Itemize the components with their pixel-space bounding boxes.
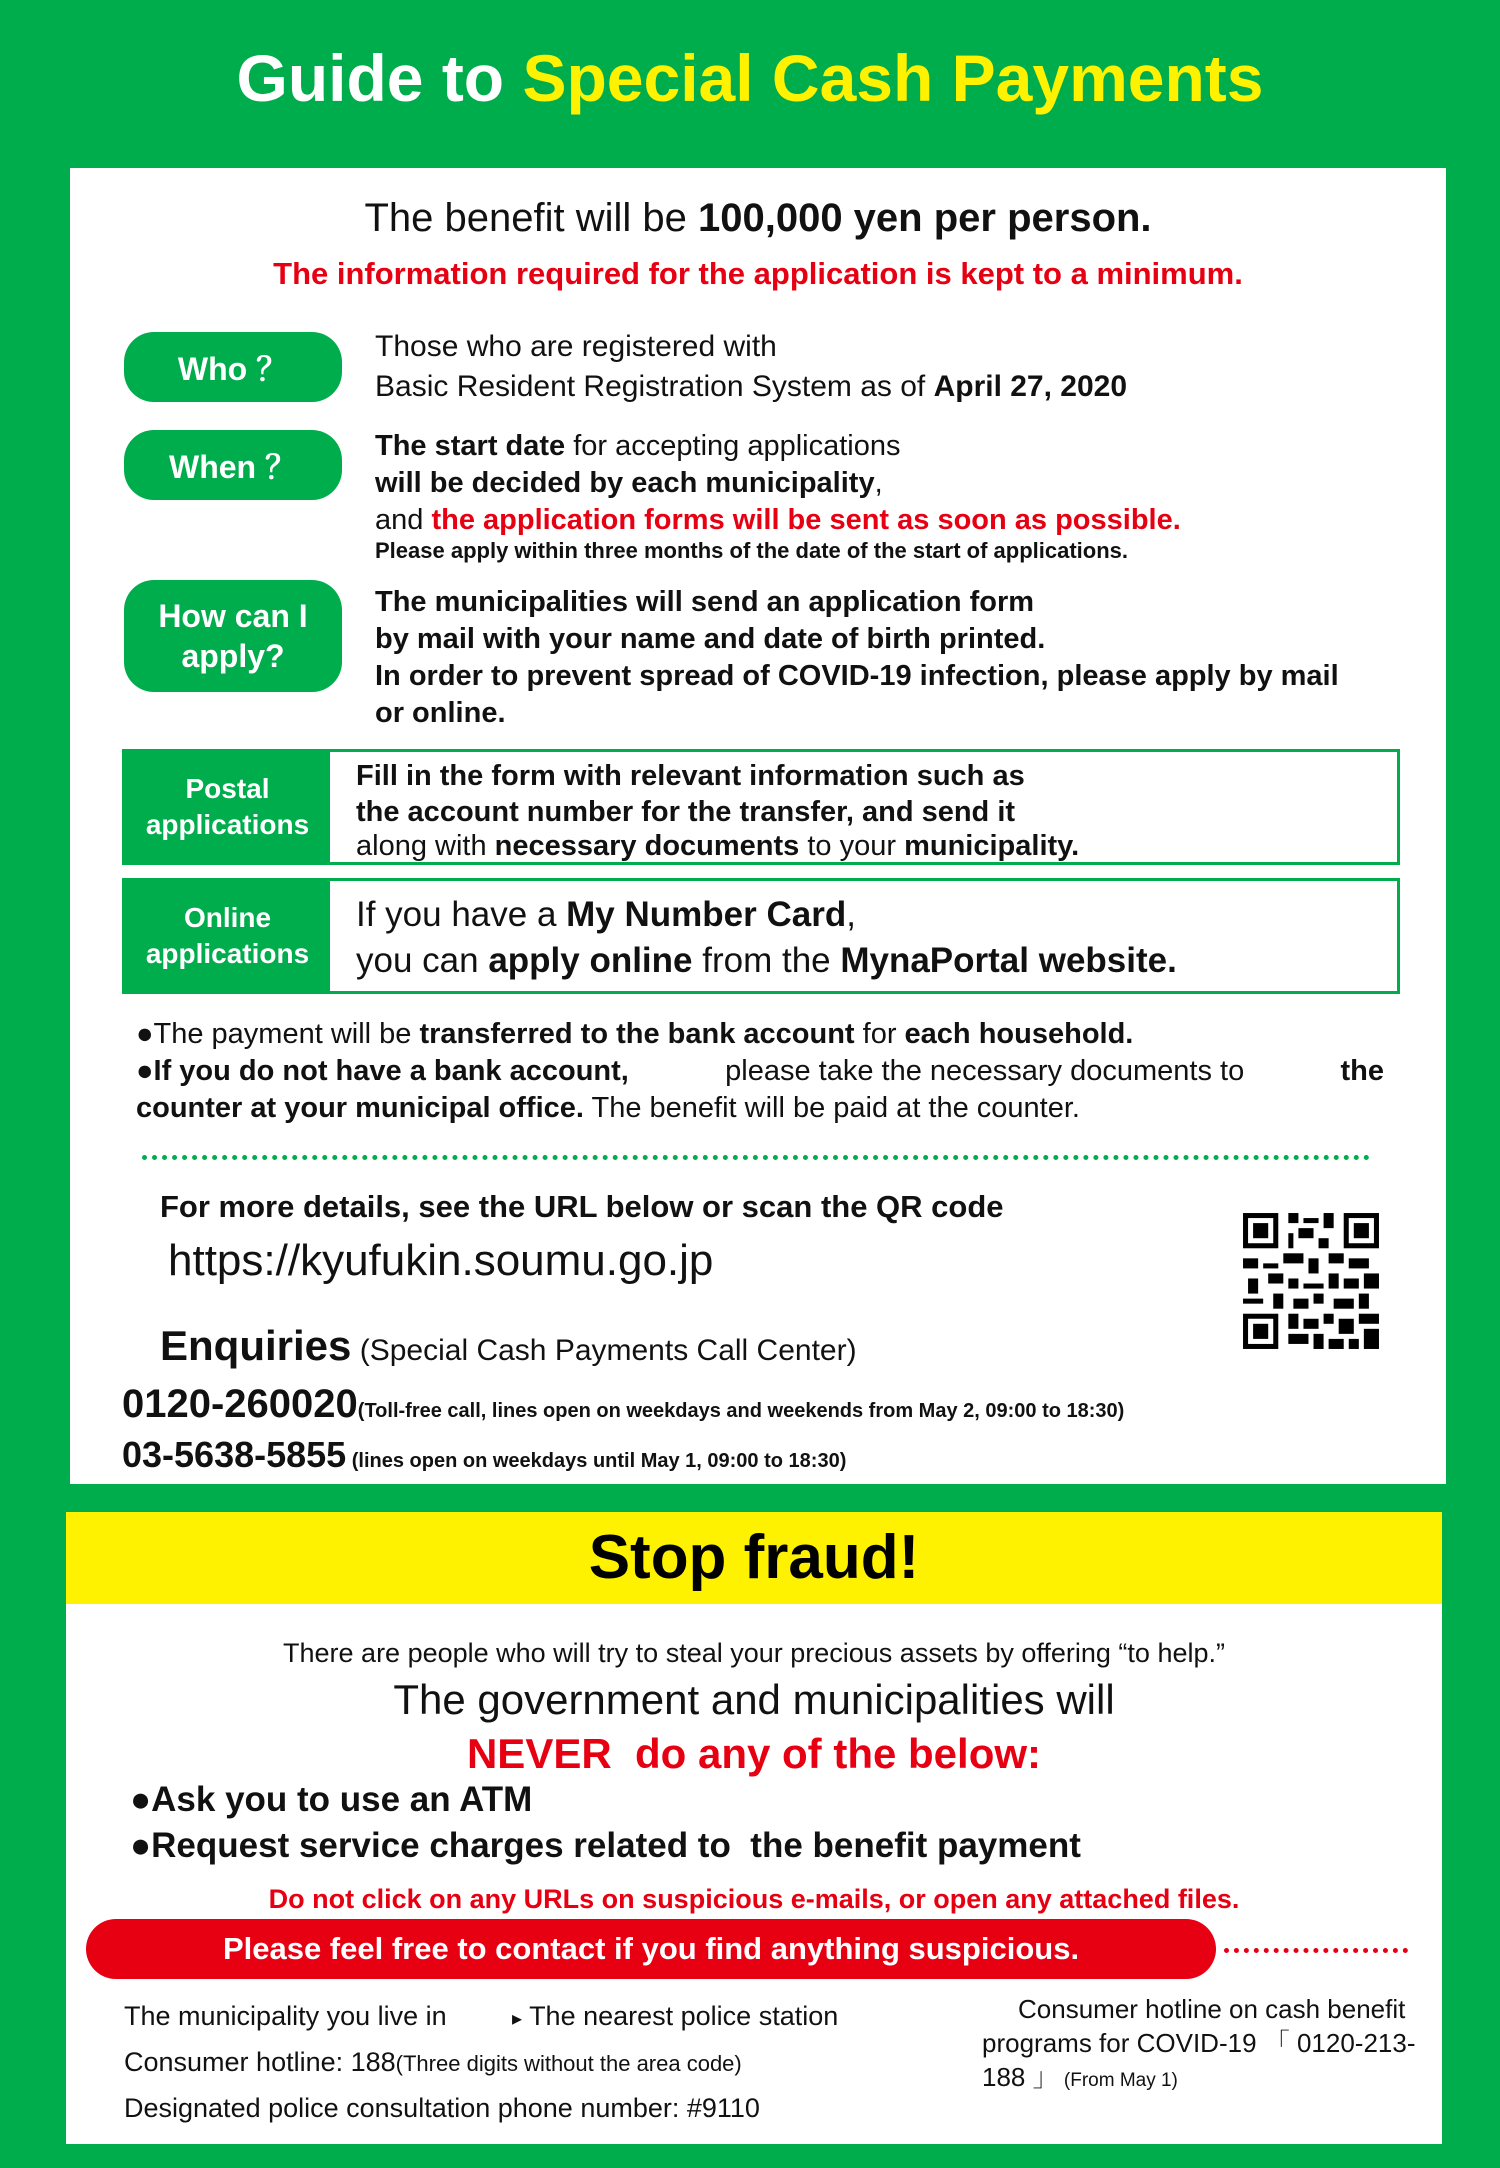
page-title (0, 40, 1500, 116)
apply-line-1: The municipalities will send an application form (375, 586, 1035, 618)
when-label: When ？ (124, 430, 342, 500)
postal-line-2: the account number for the transfer, and send it (356, 796, 1016, 828)
title-highlight: Special Cash Payments (522, 41, 1264, 115)
cash-hotline-line-2: programs for COVID-19 「 0120-213- (982, 2028, 1416, 2058)
minimum-info-note: The information required for the application is kept to a minimum. (273, 256, 1243, 291)
fraud-intro: There are people who will try to steal your precious assets by offering “to help.” (283, 1638, 1225, 1668)
payment-bullet-2: ●If you do not have a bank account, please take the necessary documents to the (136, 1055, 1384, 1087)
online-line-2: you can apply online from the MynaPortal website. (356, 941, 1177, 980)
fraud-bullet-charges: ●Request service charges related to the benefit payment (130, 1826, 1081, 1865)
who-line-2: Basic Resident Registration System as of April 27, 2020 (375, 370, 1128, 403)
payment-bullet-3: counter at your municipal office. The benefit will be paid at the counter. (136, 1092, 1080, 1124)
weekday-phone[interactable]: 03-5638-5855 (122, 1434, 347, 1475)
details-url[interactable]: https://kyufukin.soumu.go.jp (168, 1236, 714, 1285)
postal-line-1: Fill in the form with relevant information such as (356, 760, 1025, 792)
fraud-never-line: NEVER do any of the below: (466, 1730, 1042, 1777)
cash-hotline-line-3: 188 」 (From May 1) (982, 2062, 1178, 2092)
apply-line-2: by mail with your name and date of birth printed. (375, 623, 1046, 655)
dotted-divider (142, 1155, 1370, 1160)
who-line-1: Those who are registered with (375, 330, 777, 363)
when-line-2: will be decided by each municipality, (375, 467, 883, 499)
who-label: Who ？ (124, 332, 342, 402)
online-label: Online applications (125, 881, 330, 991)
red-dotted-line (1224, 1948, 1408, 1953)
toll-free-phone[interactable]: 0120-260020 (122, 1382, 358, 1426)
when-line-4: Please apply within three months of the date of the start of applications. (375, 538, 1128, 563)
postal-line-3: along with necessary documents to your municipality. (356, 830, 1080, 862)
qr-code-icon[interactable] (1238, 1208, 1384, 1354)
footer-police-station: ▸ The nearest police station (512, 2001, 839, 2031)
when-line-3: and the application forms will be sent as soon as possible. (375, 504, 1181, 536)
footer-municipality: The municipality you live in (124, 2001, 447, 2031)
when-line-1: The start date for accepting applications (375, 430, 901, 462)
stop-fraud-banner: Stop fraud! (66, 1512, 1442, 1604)
fraud-warning: Do not click on any URLs on suspicious e-mails, or open any attached files. (268, 1884, 1240, 1914)
online-line-1: If you have a My Number Card, (356, 895, 856, 934)
payment-bullet-1: ●The payment will be transferred to the bank account for each household. (136, 1018, 1134, 1050)
how-apply-label: How can I apply? (124, 580, 342, 692)
online-applications-box (122, 878, 1400, 994)
fraud-gov-line: The government and municipalities will (393, 1676, 1115, 1723)
cash-hotline-line-1: Consumer hotline on cash benefit (1018, 1994, 1406, 2024)
postal-applications-box (122, 749, 1400, 865)
fraud-bullet-atm: ●Ask you to use an ATM (130, 1780, 533, 1819)
apply-line-4: or online. (375, 697, 506, 729)
enquiries-phone-2-row: 03-5638-5855 (lines open on weekdays until May 1, 09:00 to 18:30) (122, 1434, 847, 1475)
enquiries-heading: Enquiries (Special Cash Payments Call Center) (160, 1322, 857, 1369)
details-line: For more details, see the URL below or scan the QR code (160, 1189, 1004, 1224)
benefit-amount: The benefit will be 100,000 yen per person. (364, 196, 1152, 240)
title-part: Guide to (236, 41, 523, 115)
arrow-right-icon: ▸ (512, 2008, 523, 2030)
apply-line-3: In order to prevent spread of COVID-19 infection, please apply by mail (375, 660, 1339, 692)
footer-consumer-hotline: Consumer hotline: 188(Three digits without the area code) (124, 2047, 742, 2077)
enquiries-phone-1-row: 0120-260020(Toll-free call, lines open on weekdays and weekends from May 2, 09:00 to 18:30) (122, 1382, 1125, 1426)
contact-banner: Please feel free to contact if you find anything suspicious. (86, 1919, 1216, 1979)
footer-designated-police: Designated police consultation phone number: #9110 (124, 2093, 760, 2123)
postal-label: Postal applications (125, 752, 330, 862)
